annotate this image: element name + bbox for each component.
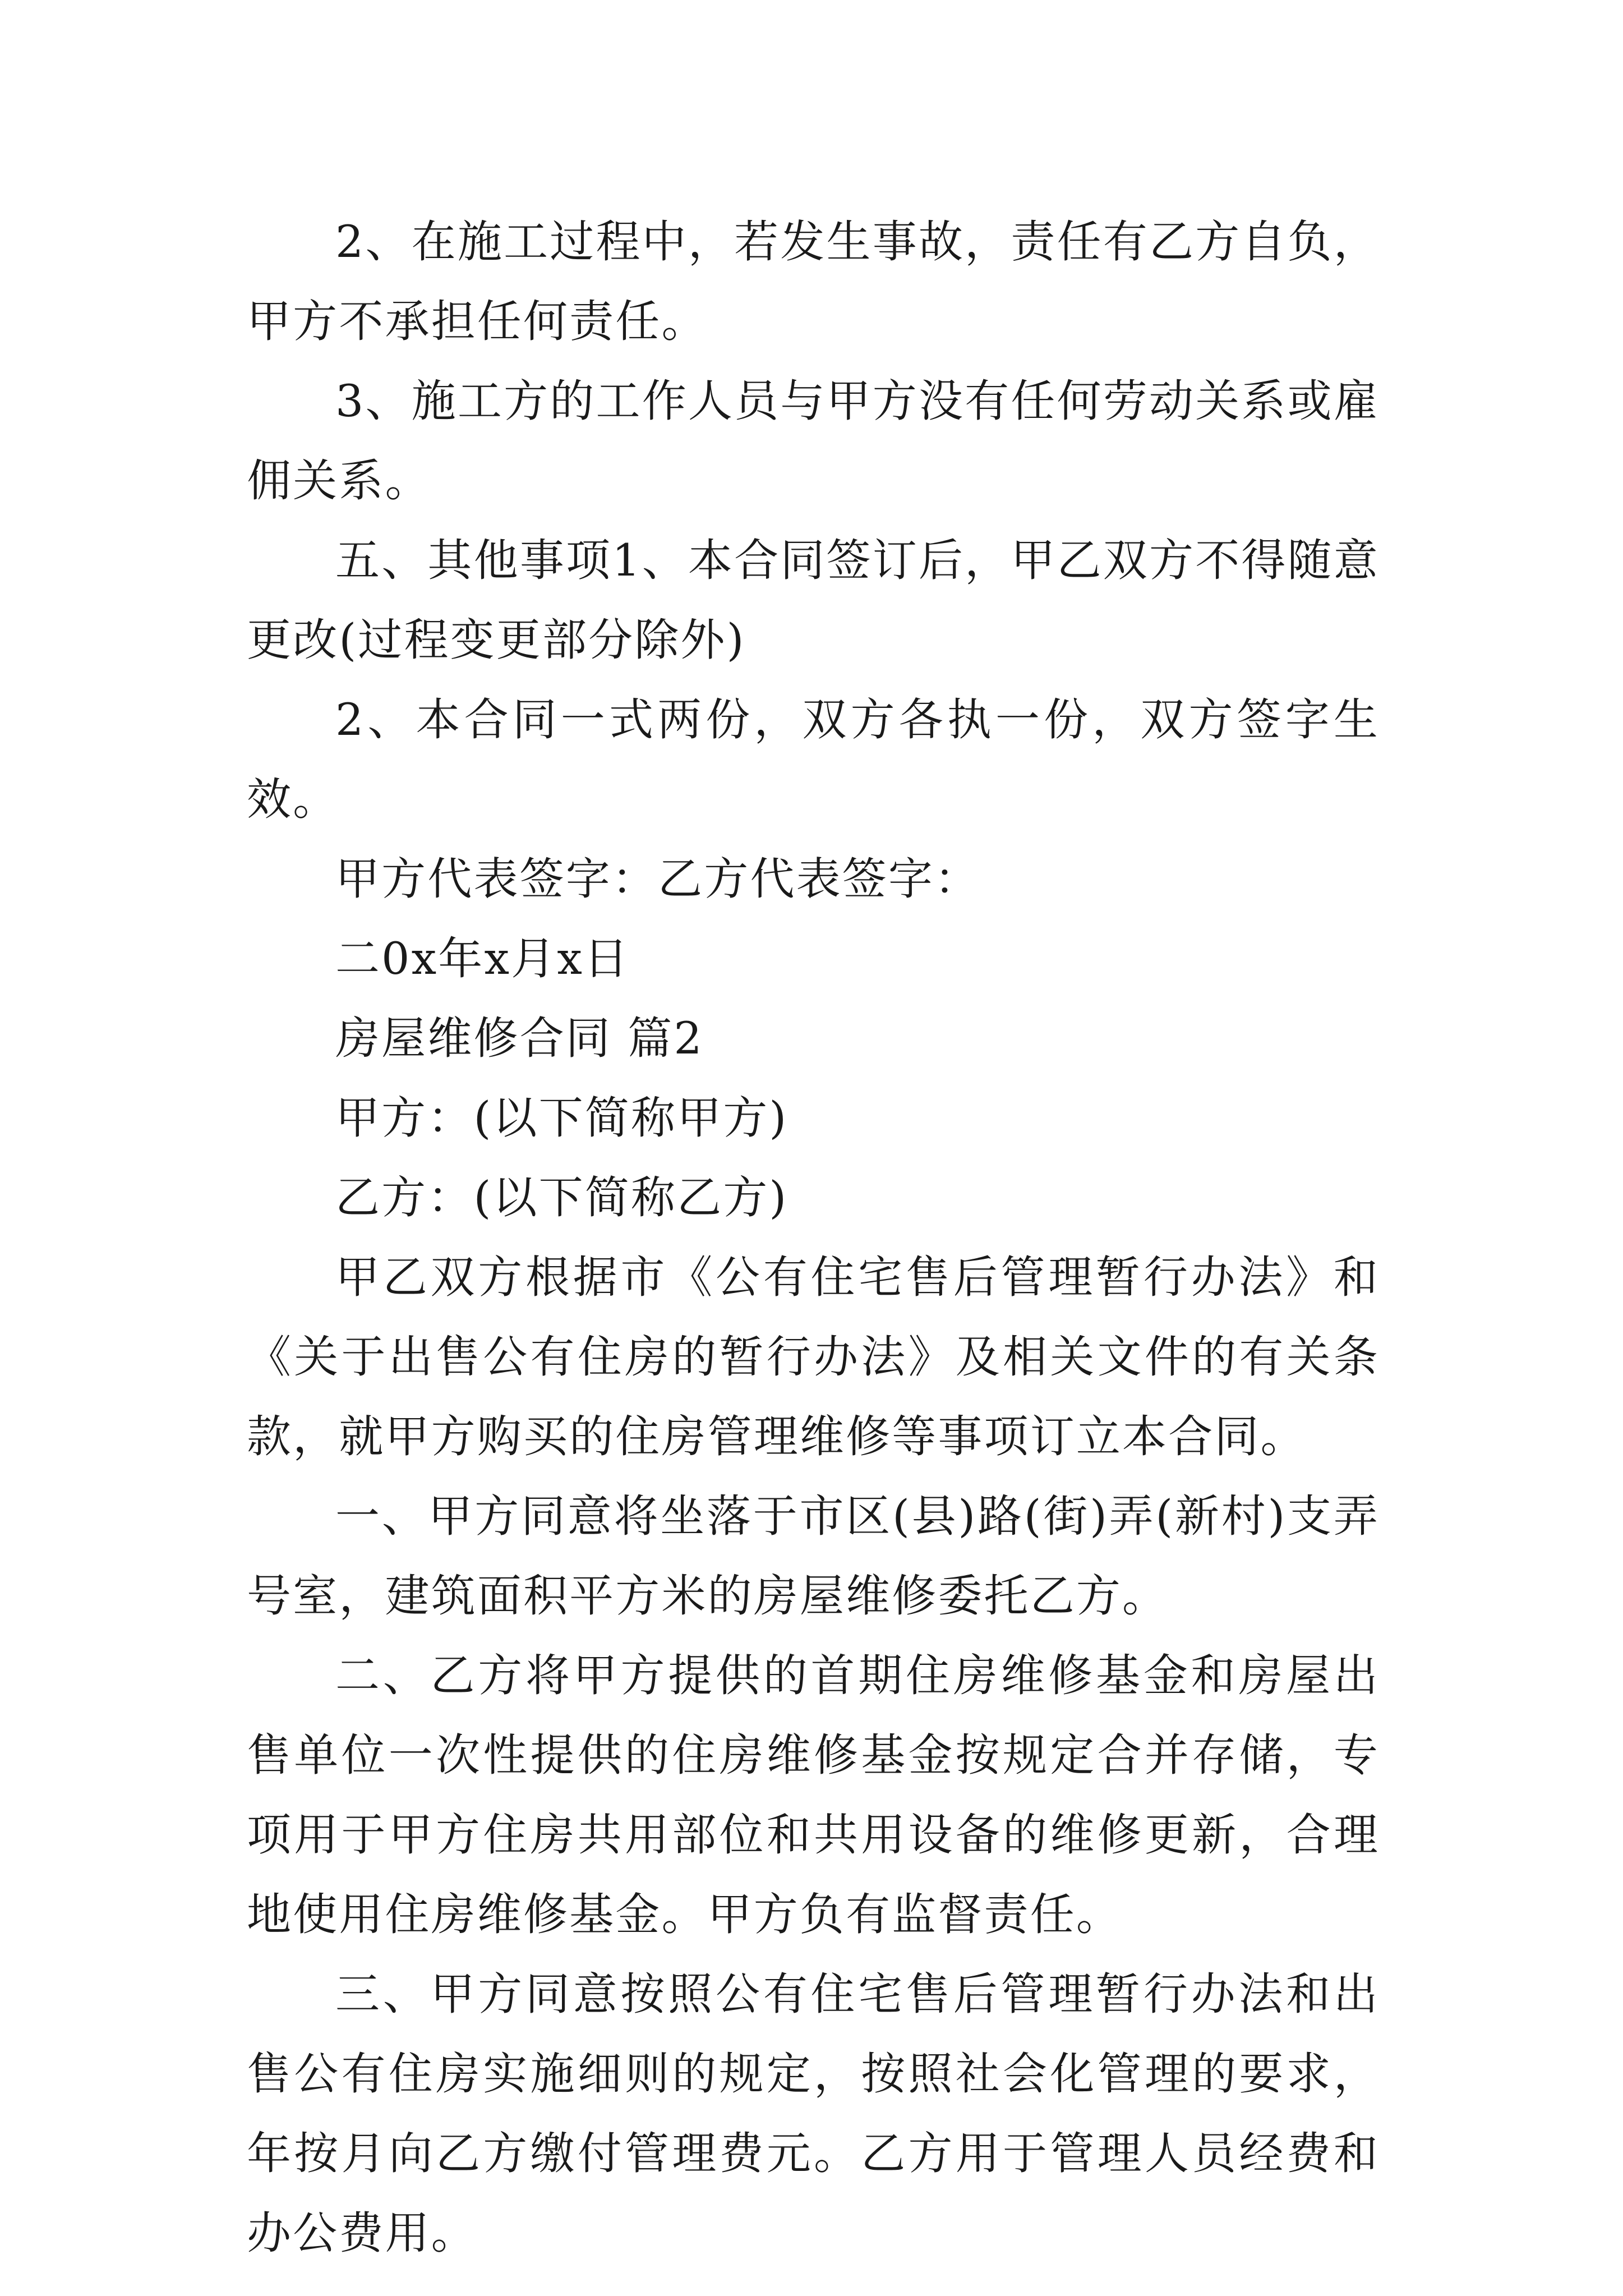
clause-one: 一、甲方同意将坐落于市区(县)路(街)弄(新村)支弄号室，建筑面积平方米的房屋维修委托乙方。 — [247, 1490, 1380, 1622]
date-line: 二0x年x月x日 — [335, 933, 630, 984]
paragraph-other-matters: 五、其他事项1、本合同签订后，甲乙双方不得随意更改(过程变更部分除外) — [247, 535, 1380, 666]
paragraph-two-copies: 2、本合同一式两份，双方各执一份，双方签字生效。 — [247, 694, 1380, 825]
party-a-line: 甲方：(以下简称甲方) — [335, 1092, 789, 1144]
party-b-line: 乙方：(以下简称乙方) — [335, 1172, 789, 1223]
section-title: 房屋维修合同 篇2 — [335, 1013, 704, 1064]
paragraph-accident-liability: 2、在施工过程中，若发生事故，责任有乙方自负，甲方不承担任何责任。 — [247, 216, 1380, 347]
clause-three: 三、甲方同意按照公有住宅售后管理暂行办法和出售公有住房实施细则的规定，按照社会化管理的要求，年按月向乙方缴付管理费元。乙方用于管理人员经费和办公费用。 — [247, 1968, 1380, 2259]
document-body — [247, 202, 1380, 2273]
clause-two: 二、乙方将甲方提供的首期住房维修基金和房屋出售单位一次性提供的住房维修基金按规定合并存储，专项用于甲方住房共用部位和共用设备的维修更新，合理地使用住房维修基金。甲方负有监督责任。 — [247, 1650, 1380, 1940]
signature-line: 甲方代表签字：乙方代表签字： — [335, 853, 981, 905]
paragraph-no-employment-relation: 3、施工方的工作人员与甲方没有任何劳动关系或雇佣关系。 — [247, 375, 1380, 507]
paragraph-preamble: 甲乙双方根据市《公有住宅售后管理暂行办法》和《关于出售公有住房的暂行办法》及相关文件的有关条款，就甲方购买的住房管理维修等事项订立本合同。 — [247, 1251, 1380, 1462]
